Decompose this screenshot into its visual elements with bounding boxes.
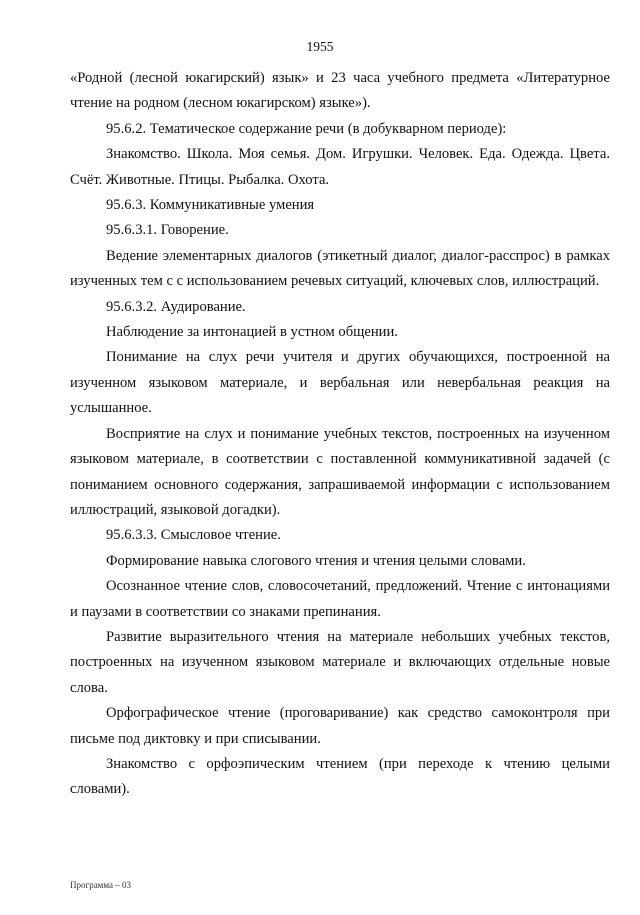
section-heading-95-6-2: 95.6.2. Тематическое содержание речи (в добукварном периоде): xyxy=(106,120,507,137)
section-heading-95-6-3-2: 95.6.3.2. Аудирование. xyxy=(106,298,246,315)
paragraph-expressive-reading: Развитие выразительного чтения на материале небольших учебных текстов, построенных на изученном языковом материале и включающих отдельные новые слова. xyxy=(70,628,610,696)
paragraph-continuation: «Родной (лесной юкагирский) язык» и 23 часа учебного предмета «Литературное чтение на родном (лесном юкагирском) языке»). xyxy=(70,70,610,112)
section-heading-95-6-3: 95.6.3. Коммуникативные умения xyxy=(106,197,315,214)
paragraph-intonation: Наблюдение за интонацией в устном общении. xyxy=(106,324,398,341)
section-heading-95-6-3-1: 95.6.3.1. Говорение. xyxy=(106,222,229,239)
body-text xyxy=(70,66,610,803)
footer-program-label: Программа – 03 xyxy=(70,880,132,890)
paragraph-listening-understanding: Понимание на слух речи учителя и других обучающихся, построенной на изученном языковом материале, и вербальная или невербальная реакция на услышанное. xyxy=(70,349,610,417)
paragraph-listening-texts: Восприятие на слух и понимание учебных текстов, построенных на изученном языковом материале, в соответствии с поставленной коммуникативной задачей (с пониманием основного содержания, запрашиваемой информации с использованием иллюстраций, языковой догадки). xyxy=(70,425,610,518)
paragraph-orthographic-reading: Орфографическое чтение (проговаривание) как средство самоконтроля при письме под диктовку и при списывании. xyxy=(70,705,610,747)
paragraph-topics: Знакомство. Школа. Моя семья. Дом. Игрушки. Человек. Еда. Одежда. Цвета. Счёт. Животные. Птицы. Рыбалка. Охота. xyxy=(70,146,610,188)
page-number: 1955 xyxy=(306,39,334,54)
paragraph-conscious-reading: Осознанное чтение слов, словосочетаний, предложений. Чтение с интонациями и паузами в соответствии со знаками препинания. xyxy=(70,578,610,620)
section-heading-95-6-3-3: 95.6.3.3. Смысловое чтение. xyxy=(106,527,281,544)
paragraph-speaking: Ведение элементарных диалогов (этикетный диалог, диалог-расспрос) в рамках изученных тем с с использованием речевых ситуаций, ключевых слов, иллюстраций. xyxy=(70,247,610,290)
paragraph-orthoepic-reading: Знакомство с орфоэпическим чтением (при переходе к чтению целыми словами). xyxy=(70,755,610,798)
paragraph-reading-skill: Формирование навыка слогового чтения и чтения целыми словами. xyxy=(106,552,526,569)
